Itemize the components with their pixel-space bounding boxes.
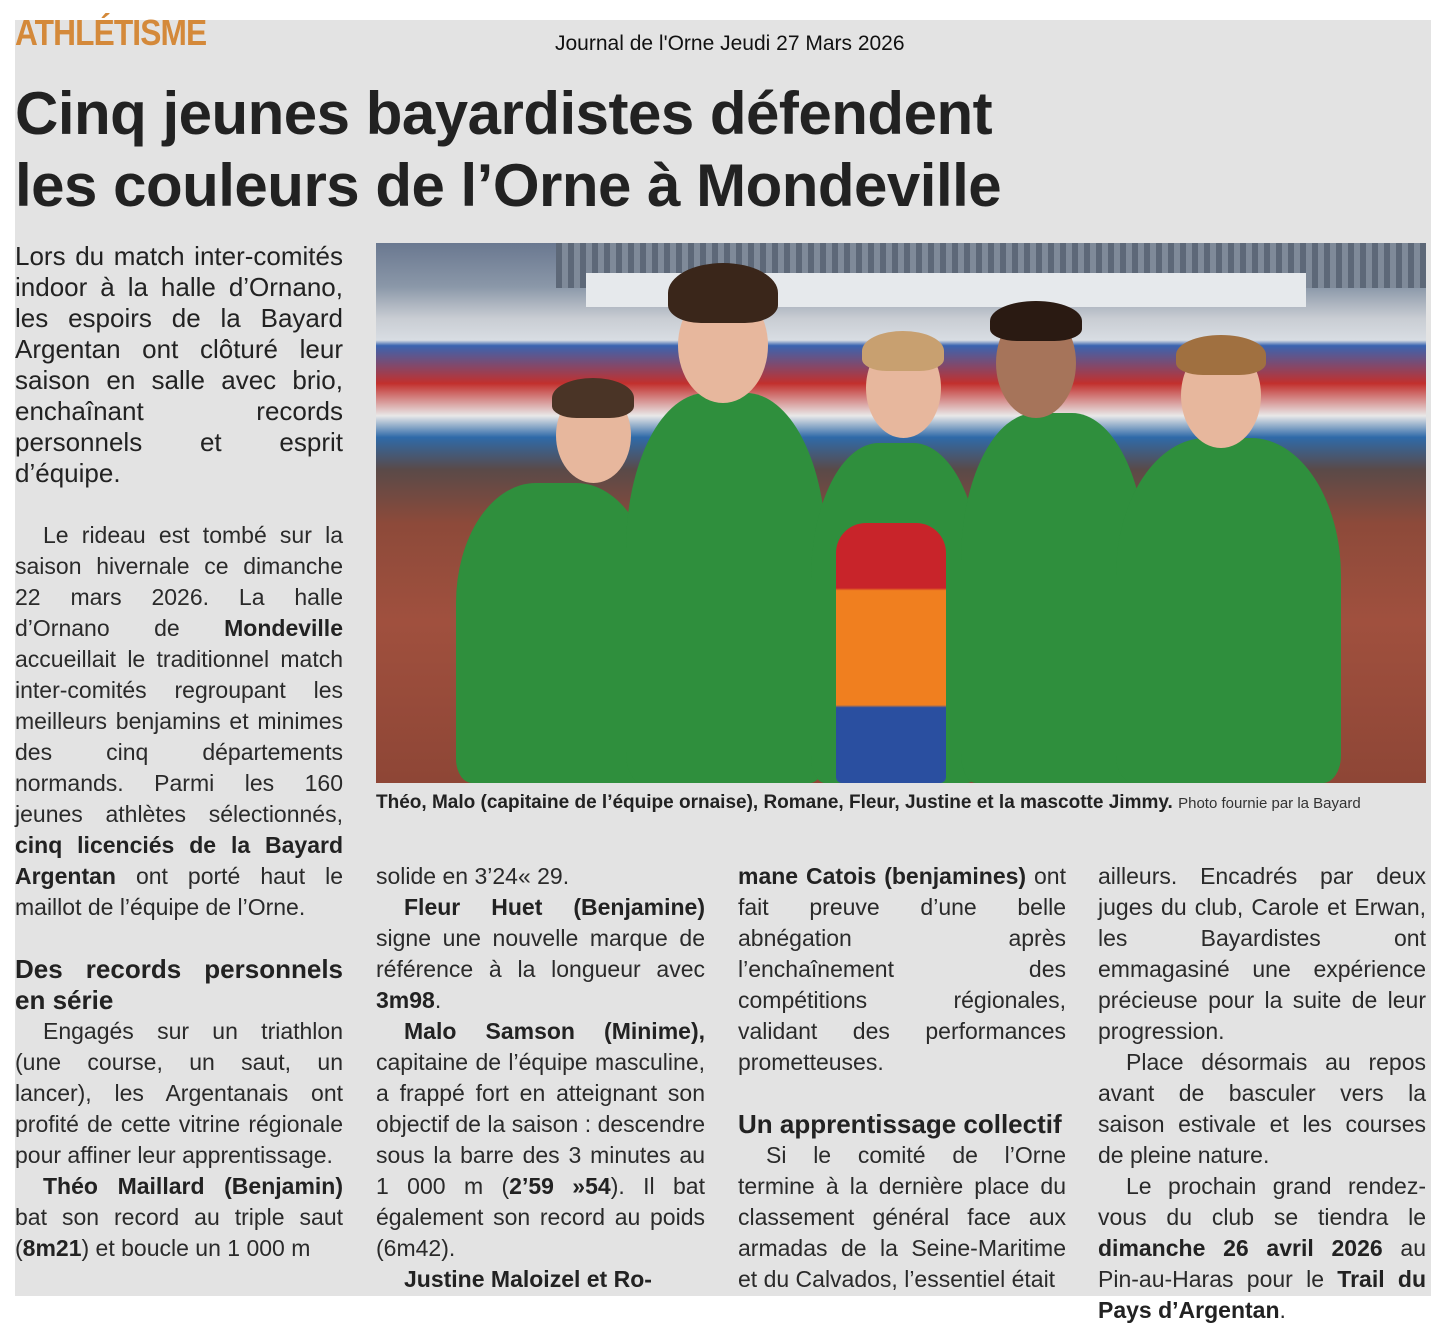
text: accueillait le traditionnel match inter-comités regroupant les meilleurs benjamins et minimes des cinq départements normands. Parmi les 160 jeunes athlètes sélectionnés, bbox=[15, 646, 343, 827]
photo-caption bbox=[376, 790, 1426, 817]
paragraph bbox=[15, 1016, 343, 1171]
text: Engagés sur un triathlon (une course, un saut, un lancer), les Argentanais ont profité de cette vitrine régionale pour affiner leur apprentissage. bbox=[15, 1018, 343, 1168]
column-4 bbox=[1098, 861, 1426, 1326]
bold-text: Malo Samson (Minime), bbox=[404, 1018, 705, 1044]
bold-text: Justine Maloizel et Ro- bbox=[404, 1266, 652, 1292]
paragraph bbox=[376, 1264, 705, 1295]
headline bbox=[15, 78, 1001, 222]
paragraph bbox=[1098, 1171, 1426, 1326]
bold-text: Théo Maillard (Benjamin) bbox=[43, 1173, 343, 1199]
bold-text: 2’59 »54 bbox=[509, 1173, 611, 1199]
column-1 bbox=[15, 241, 343, 1264]
text: Place désormais au repos avant de basculer vers la saison estivale et les courses de pleine nature. bbox=[1098, 1049, 1426, 1168]
paragraph bbox=[738, 861, 1066, 1078]
team-photo bbox=[376, 243, 1426, 783]
caption-text: Théo, Malo (capitaine de l’équipe ornaise), Romane, Fleur, Justine et la mascotte Jimmy. bbox=[376, 792, 1173, 813]
section-rubric: ATHLÉTISME bbox=[15, 12, 207, 53]
text: capitaine de l’équipe masculine, a frappé fort en atteignant son objectif de la saison : descendre sous la barre des 3 minutes au 1 000 m ( bbox=[376, 1049, 705, 1199]
athlete-justine bbox=[1116, 438, 1341, 783]
bold-text: Fleur Huet (Benjamine) bbox=[404, 894, 705, 920]
text: ailleurs. Encadrés par deux juges du club, Carole et Erwan, les Bayardistes ont emmagasiné une expérience précieuse pour la suite de leur progression. bbox=[1098, 863, 1426, 1044]
subheading bbox=[738, 1109, 1066, 1140]
text: Si le comité de l’Orne termine à la dernière place du classement général face aux armadas de la Seine-Maritime et du Calvados, l’essentiel était bbox=[738, 1142, 1066, 1292]
text: Le prochain grand rendez-vous du club se tiendra le bbox=[1098, 1173, 1426, 1230]
headline-line-2: les couleurs de l’Orne à Mondeville bbox=[15, 152, 1002, 219]
text: bat son record au triple saut ( bbox=[15, 1204, 343, 1261]
text: ) et boucle un 1 000 m bbox=[81, 1235, 311, 1261]
text: ont porté haut le maillot de l’équipe de l’Orne. bbox=[15, 863, 343, 920]
hair bbox=[862, 331, 944, 371]
hair bbox=[990, 301, 1082, 341]
bold-text: Mondeville bbox=[224, 615, 343, 641]
column-2 bbox=[376, 861, 705, 1295]
paragraph bbox=[1098, 1047, 1426, 1171]
mascot-jimmy bbox=[836, 523, 946, 783]
bold-text: mane Catois (benjamines) bbox=[738, 863, 1027, 889]
hair bbox=[668, 263, 778, 323]
subheading bbox=[15, 954, 343, 1016]
bold-text: 8m21 bbox=[22, 1235, 82, 1261]
paragraph bbox=[376, 1016, 705, 1264]
paragraph bbox=[15, 1171, 343, 1264]
headline-line-1: Cinq jeunes bayardistes défendent bbox=[15, 80, 993, 147]
bold-text: cinq licenciés de la Bayard Argentan bbox=[15, 832, 343, 889]
bold-text: dimanche 26 avril 2026 bbox=[1098, 1235, 1383, 1261]
text: Un apprentissage collectif bbox=[738, 1109, 1062, 1139]
bold-text: Trail du Pays d’Argentan bbox=[1098, 1266, 1426, 1323]
text: au Pin-au-Haras pour le bbox=[1098, 1235, 1426, 1292]
hair bbox=[552, 378, 634, 418]
dateline: Journal de l'Orne Jeudi 27 Mars 2026 bbox=[555, 32, 905, 55]
athlete-malo bbox=[626, 393, 826, 783]
column-3 bbox=[738, 861, 1066, 1295]
paragraph bbox=[376, 861, 705, 892]
text: ont fait preuve d’une belle abnégation après l’enchaînement des compétitions régionales, validant des performances prometteuses. bbox=[738, 863, 1066, 1075]
paragraph bbox=[738, 1140, 1066, 1295]
paragraph bbox=[15, 520, 343, 923]
text: signe une nouvelle marque de référence à la longueur avec bbox=[376, 925, 705, 982]
text: Le rideau est tombé sur la saison hivernale ce dimanche 22 mars 2026. La halle d’Ornano de bbox=[15, 522, 343, 641]
text: . bbox=[1279, 1297, 1286, 1323]
text: ). Il bat également son record au poids (6m42). bbox=[376, 1173, 705, 1261]
photo-credit: Photo fournie par la Bayard bbox=[1178, 795, 1361, 812]
text: Des records personnels en série bbox=[15, 954, 343, 1015]
lead-paragraph bbox=[15, 241, 343, 489]
text: solide en 3’24« 29. bbox=[376, 863, 570, 889]
paragraph bbox=[1098, 861, 1426, 1047]
text: Lors du match inter-comités indoor à la halle d’Ornano, les espoirs de la Bayard Argentan ont clôturé leur saison en salle avec brio, enchaînant records personnels et esprit d’équipe. bbox=[15, 241, 343, 488]
text: . bbox=[434, 987, 442, 1013]
bold-text: 3m98 bbox=[376, 987, 435, 1013]
hair bbox=[1176, 335, 1266, 375]
paragraph bbox=[376, 892, 705, 1016]
